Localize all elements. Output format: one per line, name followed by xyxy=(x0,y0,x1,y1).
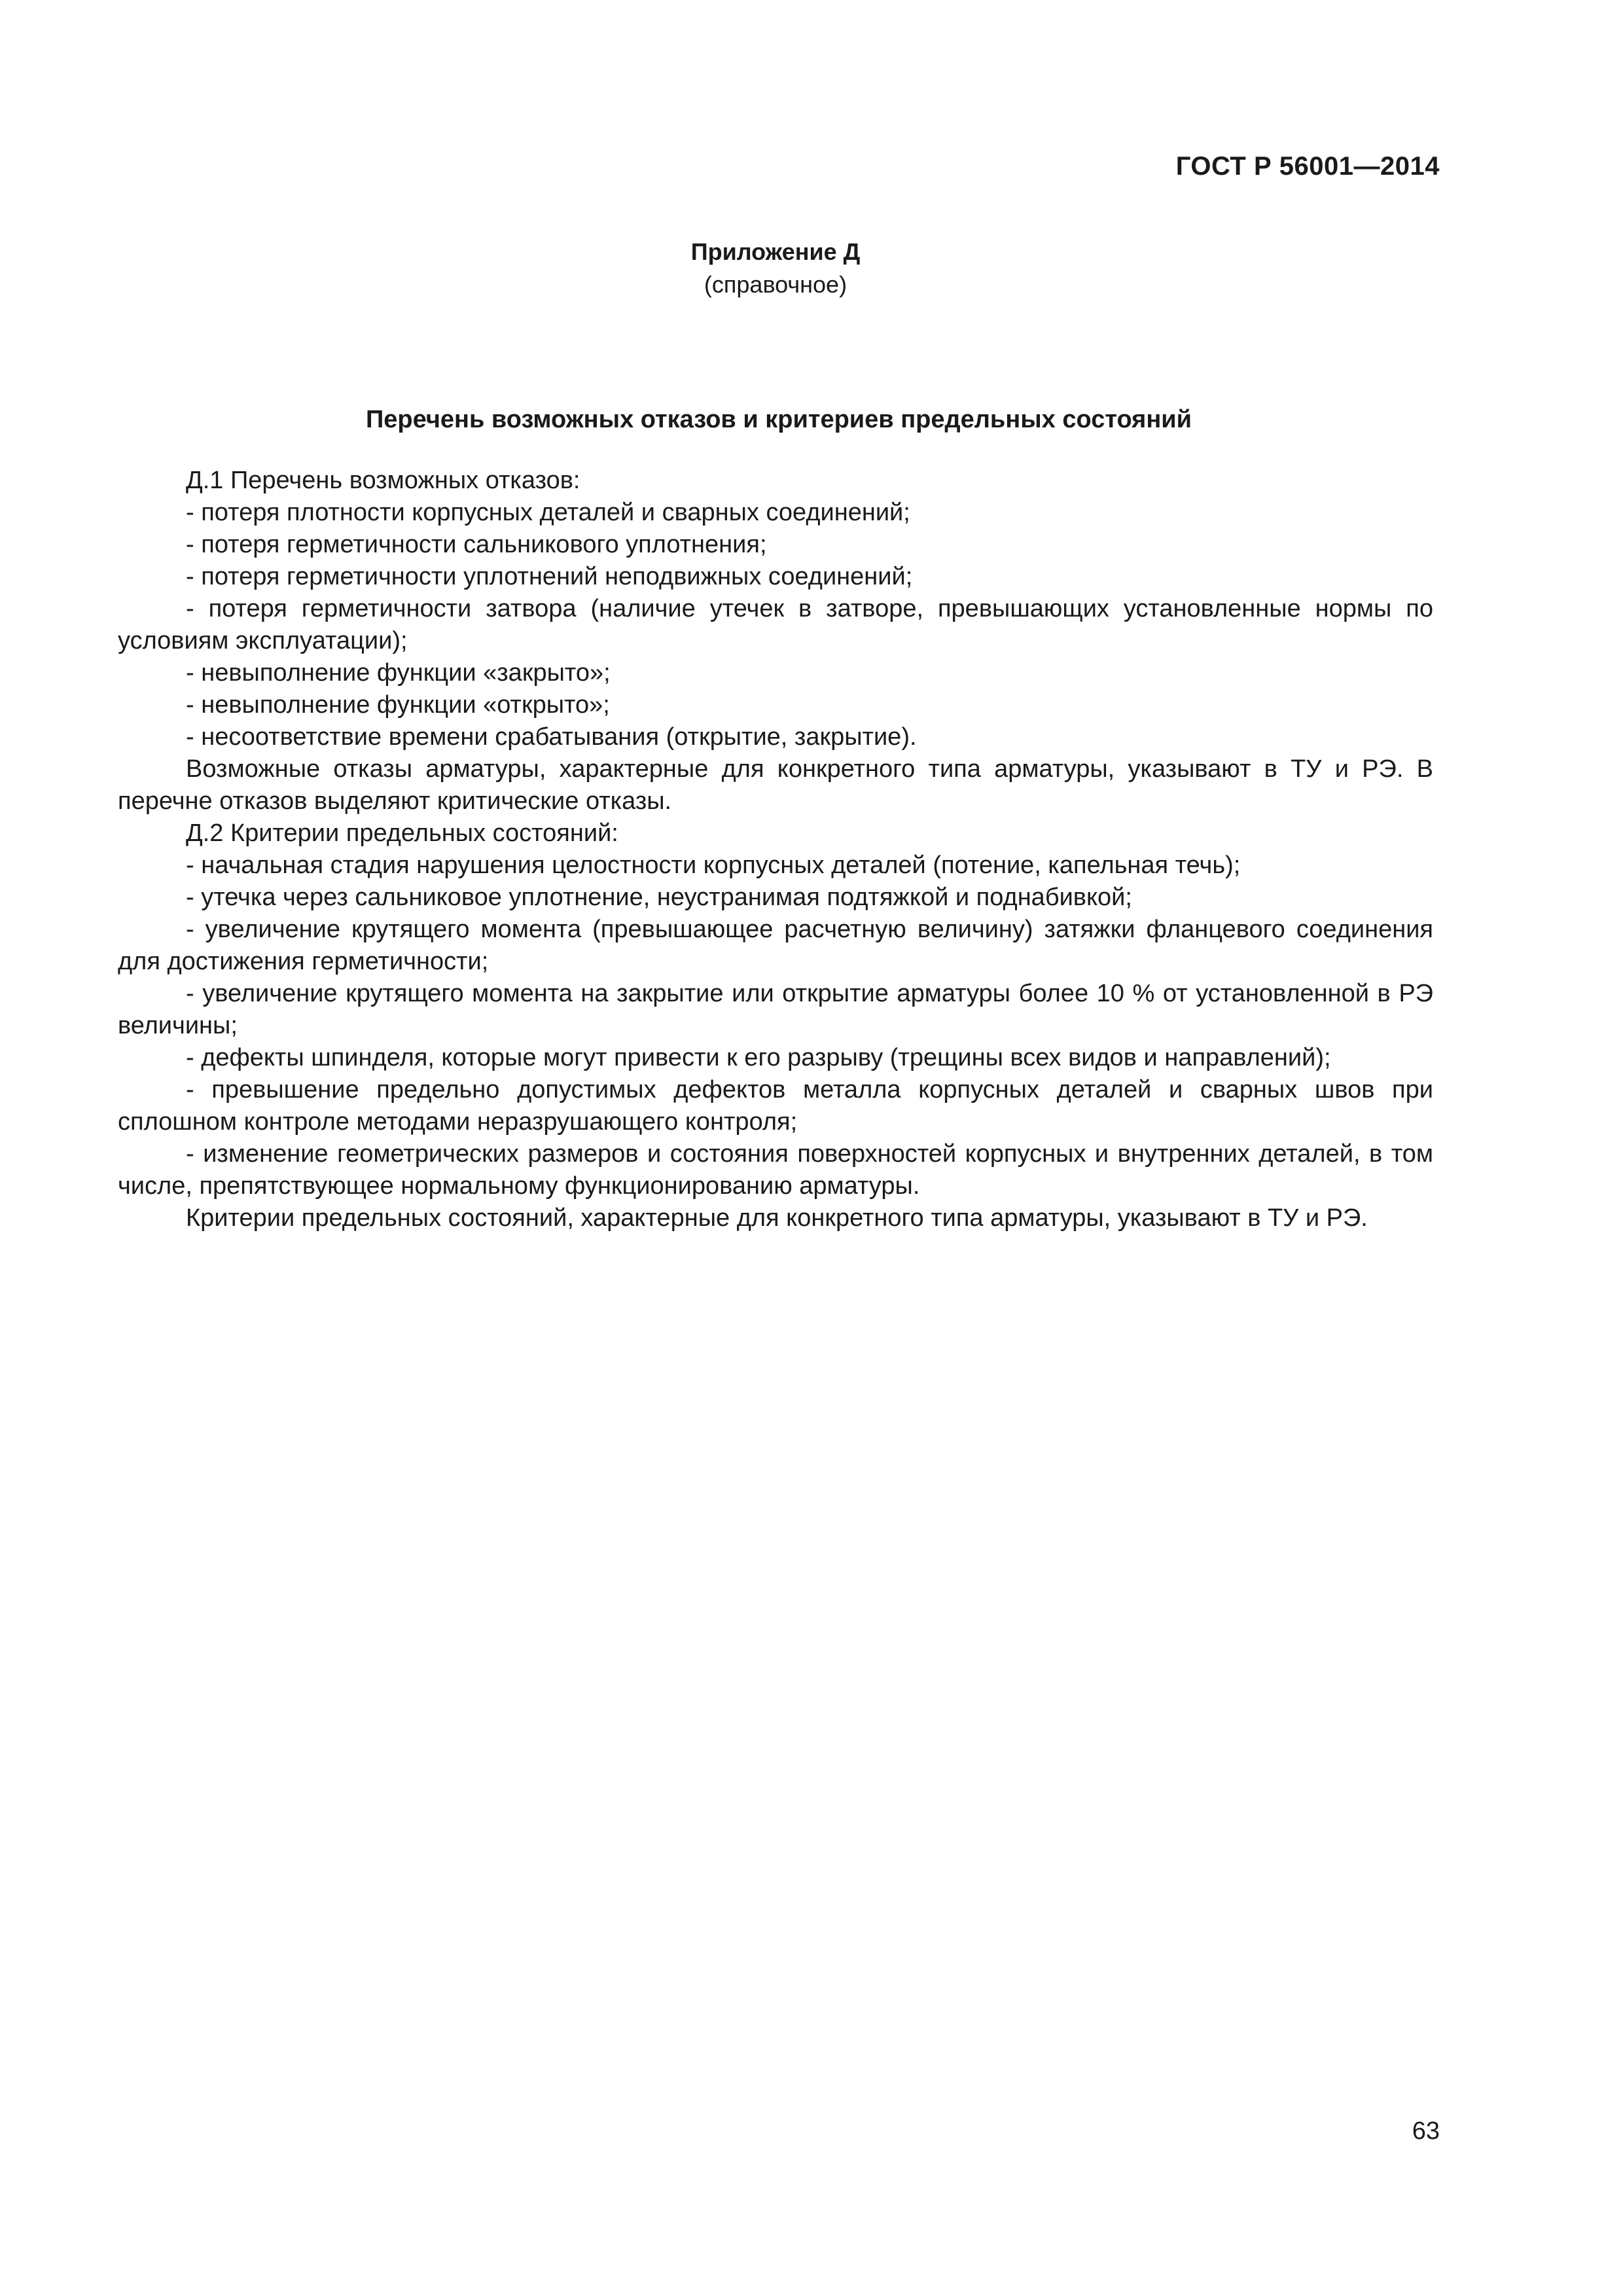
paragraph: Возможные отказы арматуры, характерные для конкретного типа арматуры, указывают в ТУ и РЭ. В перечне отказов выделяют критические отказы. xyxy=(118,755,1433,815)
list-item: - утечка через сальниковое уплотнение, неустранимая подтяжкой и поднабивкой; xyxy=(186,884,1132,911)
list-item: - начальная стадия нарушения целостности корпусных деталей (потение, капельная течь); xyxy=(186,852,1241,879)
list-item: - потеря плотности корпусных деталей и сварных соединений; xyxy=(186,499,910,526)
page-number: 63 xyxy=(1412,2117,1440,2145)
list-item: - увеличение крутящего момента (превышающее расчетную величину) затяжки фланцевого соединения для достижения герметичности; xyxy=(118,916,1433,975)
list-item: - превышение предельно допустимых дефектов металла корпусных деталей и сварных швов при сплошном контроле методами неразрушающего контроля; xyxy=(118,1076,1433,1136)
list-item: - несоответствие времени срабатывания (открытие, закрытие). xyxy=(186,723,917,751)
list-item: - потеря герметичности уплотнений неподвижных соединений; xyxy=(186,563,913,590)
section-title: Перечень возможных отказов и критериев предельных состояний xyxy=(365,406,1192,433)
list-item: - невыполнение функции «закрыто»; xyxy=(186,659,611,687)
list-item: - потеря герметичности затвора (наличие утечек в затворе, превышающих установленные нормы по условиям эксплуатации); xyxy=(118,595,1433,655)
paragraph: Д.1 Перечень возможных отказов: xyxy=(186,467,580,494)
list-item: - дефекты шпинделя, которые могут привести к его разрыву (трещины всех видов и направлений); xyxy=(186,1044,1331,1071)
list-item: - изменение геометрических размеров и состояния поверхностей корпусных и внутренних деталей, в том числе, препятствующее нормальному функционированию арматуры. xyxy=(118,1140,1433,1200)
list-item: - невыполнение функции «открыто»; xyxy=(186,691,610,719)
annex-subtitle: (справочное) xyxy=(704,271,847,298)
annex-heading xyxy=(0,236,1551,301)
list-item: - потеря герметичности сальникового уплотнения; xyxy=(186,531,767,558)
list-item: - увеличение крутящего момента на закрытие или открытие арматуры более 10 % от установленной в РЭ величины; xyxy=(118,980,1433,1039)
document-number: ГОСТ Р 56001—2014 xyxy=(1175,152,1440,181)
document-body xyxy=(118,465,1433,1234)
annex-title: Приложение Д xyxy=(690,238,861,265)
paragraph: Критерии предельных состояний, характерные для конкретного типа арматуры, указывают в ТУ и РЭ. xyxy=(186,1204,1368,1232)
paragraph: Д.2 Критерии предельных состояний: xyxy=(186,819,618,847)
